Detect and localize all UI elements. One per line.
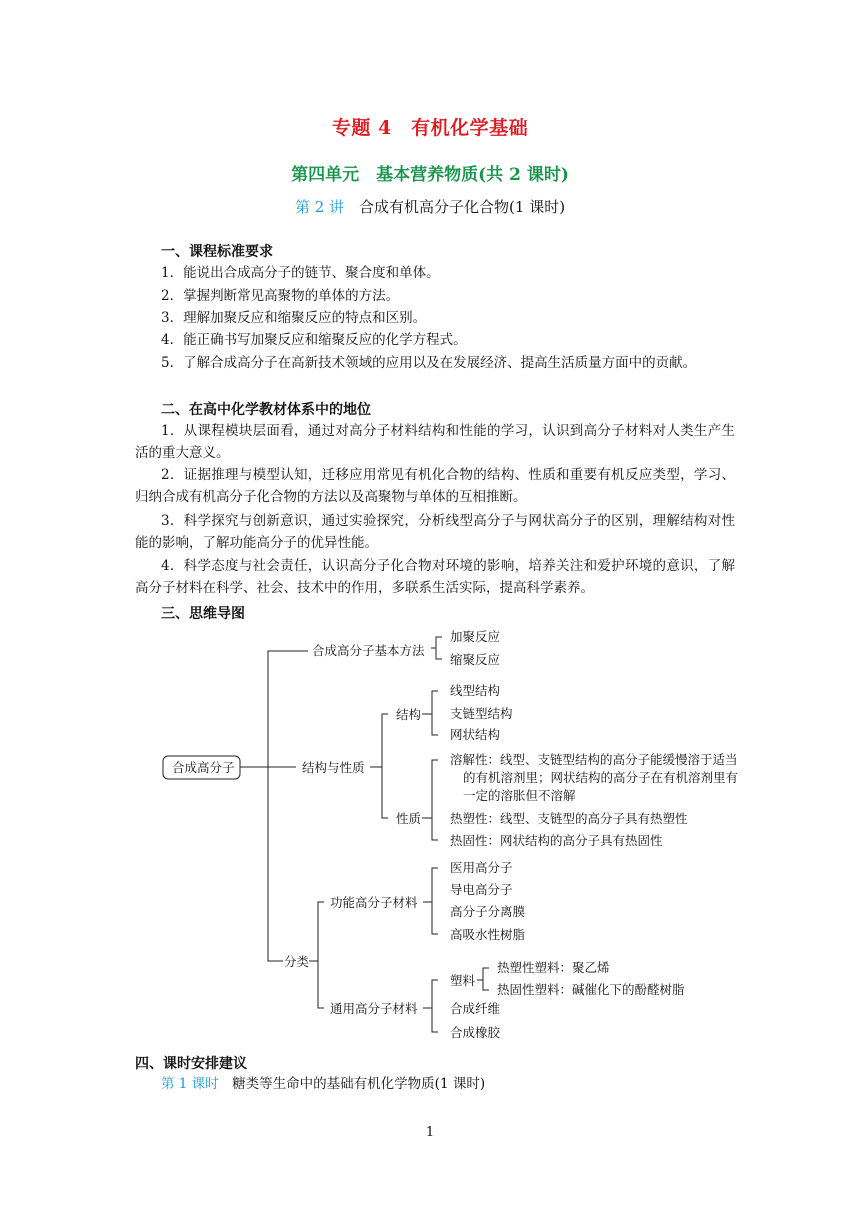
mm-ts-plastic: 热固性塑料：碱催化下的酚醛树脂 [497,982,685,997]
section1-heading: 一、课程标准要求 [161,244,273,260]
section4-heading: 四、课时安排建议 [135,1056,247,1072]
s2-item-1: 1．从课程模块层面看，通过对高分子材料结构和性能的学习，认识到高分子材料对人类生产生活的重大意义。 [135,423,735,461]
mm-thermoset: 热固性：网状结构的高分子具有热固性 [450,833,663,848]
mm-plastic: 塑料 [450,973,476,988]
mm-root: 合成高分子 [172,760,235,775]
section4-lesson [161,1073,485,1095]
mm-membrane: 高分子分离膜 [450,904,526,919]
mm-functional: 功能高分子材料 [330,895,418,910]
section4-lesson-title: 糖类等生命中的基础有机化学物质(1 课时) [218,1076,486,1092]
s1-item-1: 1．能说出合成高分子的链节、聚合度和单体。 [161,265,440,281]
mm-thermoplastic: 热塑性：线型、支链型的高分子具有热塑性 [450,811,688,826]
s1-item-4: 4．能正确书写加聚反应和缩聚反应的化学方程式。 [161,332,467,348]
mm-structure-property: 结构与性质 [302,760,365,775]
mm-structure: 结构 [396,707,422,722]
mm-tp-plastic: 热塑性塑料：聚乙烯 [497,960,610,975]
section2-heading: 二、在高中化学教材体系中的地位 [161,402,371,418]
mm-solubility-2: 的有机溶剂里；网状结构的高分子在有机溶剂里有 [463,770,739,785]
section3-heading: 三、思维导图 [161,606,245,622]
s2-item-3: 3．科学探究与创新意识，通过实验探究，分析线型高分子与网状高分子的区别，理解结构对性能的影响，了解功能高分子的优异性能。 [135,513,735,551]
mm-branched: 支链型结构 [450,706,513,721]
section4-lesson-tag: 第 1 课时 [161,1076,219,1092]
mm-network: 网状结构 [450,727,501,742]
mm-condensation: 缩聚反应 [450,652,501,667]
mm-rubber: 合成橡胶 [450,1025,501,1040]
unit-title: 第四单元 基本营养物质(共 2 课时) [291,165,569,185]
mm-general: 通用高分子材料 [330,1001,418,1016]
page-number: 1 [425,1125,435,1140]
mm-property: 性质 [396,811,422,826]
mm-medical: 医用高分子 [450,860,513,875]
mm-method: 合成高分子基本方法 [312,643,425,658]
mm-linear: 线型结构 [450,683,501,698]
s1-item-3: 3．理解加聚反应和缩聚反应的特点和区别。 [161,310,427,326]
s2-item-2: 2．证据推理与模型认知，迁移应用常见有机化合物的结构、性质和重要有机反应类型，学习、归纳合成有机高分子化合物的方法以及高聚物与单体的互相推断。 [135,467,735,505]
s1-item-5: 5．了解合成高分子在高新技术领域的应用以及在发展经济、提高生活质量方面中的贡献。 [161,355,697,371]
mm-absorbent: 高吸水性树脂 [450,927,526,942]
mm-conductive: 导电高分子 [450,882,513,897]
lesson-title: 合成有机高分子化合物(1 课时) [344,198,566,216]
topic-title: 专题 4 有机化学基础 [331,117,529,139]
mm-solubility-1: 溶解性：线型、支链型结构的高分子能缓慢溶于适当 [450,752,738,767]
mm-addition: 加聚反应 [450,629,501,644]
mm-fiber: 合成纤维 [450,1001,501,1016]
s2-item-4: 4．科学态度与社会责任，认识高分子化合物对环境的影响，培养关注和爱护环境的意识，了解高分子材料在科学、社会、技术中的作用，多联系生活实际，提高科学素养。 [135,558,735,596]
s1-item-2: 2．掌握判断常见高聚物的单体的方法。 [161,288,400,304]
mm-classification: 分类 [284,954,310,969]
lesson-tag: 第 2 讲 [294,198,345,216]
mm-solubility-3: 一定的溶胀但不溶解 [463,788,576,803]
